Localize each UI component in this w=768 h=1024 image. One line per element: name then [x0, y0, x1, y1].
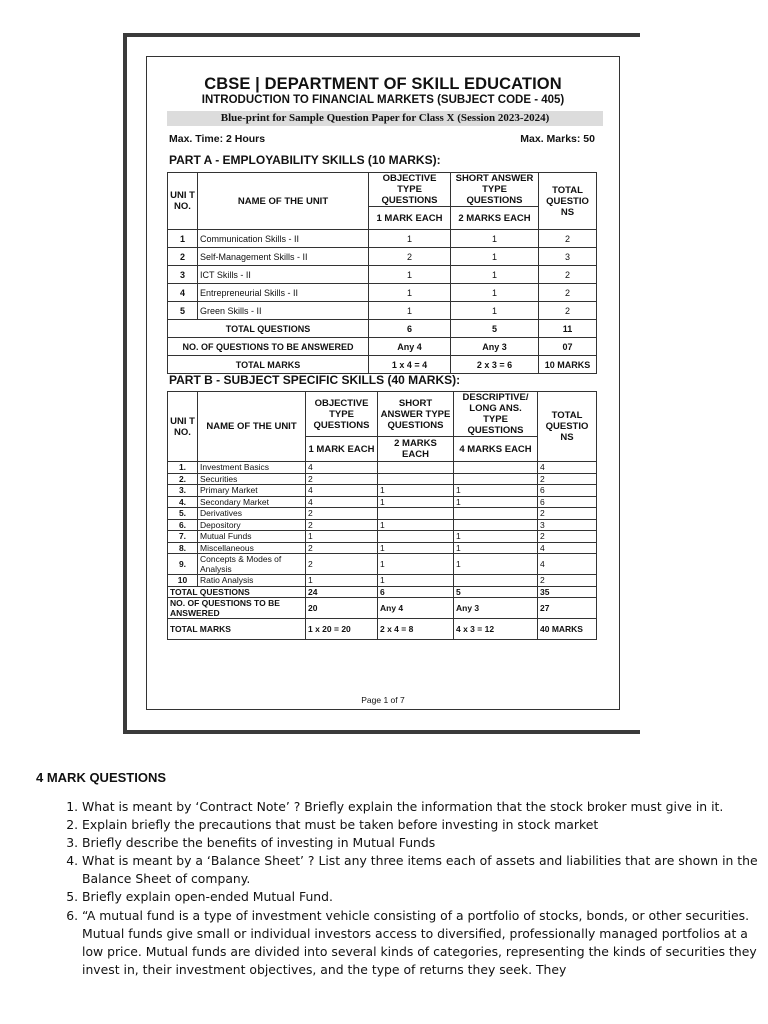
unit-no: 4: [168, 284, 198, 302]
col-short-marks: 2 MARKS EACH: [378, 437, 454, 462]
unit-name: Concepts & Modes of Analysis: [198, 554, 306, 575]
question-item: 3. Briefly describe the benefits of investing in Mutual Funds: [82, 834, 768, 852]
document-title: CBSE | DEPARTMENT OF SKILL EDUCATION: [204, 75, 562, 93]
table-row: [168, 485, 597, 497]
long-answer-count: [454, 462, 538, 474]
objective-count: 2: [306, 519, 378, 531]
summary-label: TOTAL QUESTIONS: [168, 586, 306, 598]
objective-count: 1: [306, 531, 378, 543]
long-answer-count: 1: [454, 542, 538, 554]
table-row: [168, 508, 597, 520]
long-answer-count: [454, 519, 538, 531]
col-short-marks: 2 MARKS EACH: [451, 207, 539, 230]
objective-count: 2: [306, 473, 378, 485]
objective-count: 1: [369, 230, 451, 248]
question-item: 4. What is meant by a ‘Balance Sheet’ ? List any three items each of assets and liabilities that are shown in the Balance Sheet of company.: [82, 852, 768, 888]
total-count: 4: [538, 554, 597, 575]
part-a-table: [167, 172, 597, 374]
short-answer-count: 1: [378, 519, 454, 531]
summary-total: 07: [539, 338, 597, 356]
long-answer-count: 1: [454, 554, 538, 575]
short-answer-count: [378, 462, 454, 474]
col-short-answer: SHORT ANSWER TYPE QUESTIONS: [378, 392, 454, 437]
questions-list: [48, 798, 768, 979]
summary-long: Any 3: [454, 598, 538, 619]
objective-count: 2: [306, 542, 378, 554]
summary-total: 10 MARKS: [539, 356, 597, 374]
col-total-questions: TOTAL QUESTIO NS: [539, 173, 597, 230]
unit-name: Communication Skills - II: [198, 230, 369, 248]
total-count: 4: [538, 462, 597, 474]
summary-label: TOTAL MARKS: [168, 356, 369, 374]
col-objective-marks: 1 MARK EACH: [369, 207, 451, 230]
long-answer-count: [454, 575, 538, 587]
objective-count: 4: [306, 496, 378, 508]
unit-no: 2: [168, 248, 198, 266]
unit-no: 1: [168, 230, 198, 248]
col-short-answer: SHORT ANSWER TYPE QUESTIONS: [451, 173, 539, 207]
col-unit-no: UNI T NO.: [168, 173, 198, 230]
objective-count: 1: [306, 575, 378, 587]
summary-objective: 24: [306, 586, 378, 598]
unit-name: ICT Skills - II: [198, 266, 369, 284]
short-answer-count: [378, 508, 454, 520]
objective-count: 1: [369, 284, 451, 302]
long-answer-count: [454, 508, 538, 520]
blueprint-title: Blue-print for Sample Question Paper for Class X (Session 2023-2024): [167, 111, 603, 126]
question-item: 2. Explain briefly the precautions that must be taken before investing in stock market: [82, 816, 768, 834]
total-count: 2: [539, 302, 597, 320]
unit-name: Securities: [198, 473, 306, 485]
part-b-table: [167, 391, 597, 640]
summary-objective: 20: [306, 598, 378, 619]
long-answer-count: 1: [454, 485, 538, 497]
total-count: 6: [538, 485, 597, 497]
embedded-document-page: [146, 56, 620, 710]
summary-short: 5: [451, 320, 539, 338]
table-row: [168, 248, 597, 266]
col-unit-no: UNI T NO.: [168, 392, 198, 462]
short-answer-count: 1: [378, 554, 454, 575]
summary-row: [168, 586, 597, 598]
unit-name: Secondary Market: [198, 496, 306, 508]
summary-short: 2 x 3 = 6: [451, 356, 539, 374]
summary-objective: 1 x 20 = 20: [306, 619, 378, 640]
short-answer-count: 1: [378, 575, 454, 587]
short-answer-count: 1: [378, 542, 454, 554]
unit-name: Mutual Funds: [198, 531, 306, 543]
summary-row: [168, 356, 597, 374]
unit-name: Miscellaneous: [198, 542, 306, 554]
table-row: [168, 519, 597, 531]
col-objective-marks: 1 MARK EACH: [306, 437, 378, 462]
summary-label: NO. OF QUESTIONS TO BE ANSWERED: [168, 598, 306, 619]
unit-name: Depository: [198, 519, 306, 531]
unit-no: 9.: [168, 554, 198, 575]
table-row: [168, 542, 597, 554]
short-answer-count: 1: [378, 485, 454, 497]
unit-no: 6.: [168, 519, 198, 531]
unit-no: 5.: [168, 508, 198, 520]
objective-count: 4: [306, 485, 378, 497]
max-marks: Max. Marks: 50: [520, 133, 595, 145]
unit-name: Self-Management Skills - II: [198, 248, 369, 266]
question-item: 1. What is meant by ‘Contract Note’ ? Briefly explain the information that the stock broker must give in it.: [82, 798, 768, 816]
summary-long: 4 x 3 = 12: [454, 619, 538, 640]
summary-row: [168, 338, 597, 356]
unit-no: 5: [168, 302, 198, 320]
short-answer-count: [378, 531, 454, 543]
objective-count: 2: [306, 508, 378, 520]
summary-total: 11: [539, 320, 597, 338]
unit-name: Primary Market: [198, 485, 306, 497]
col-long-marks: 4 MARKS EACH: [454, 437, 538, 462]
unit-no: 3: [168, 266, 198, 284]
summary-row: [168, 320, 597, 338]
unit-name: Ratio Analysis: [198, 575, 306, 587]
long-answer-count: [454, 473, 538, 485]
unit-no: 10: [168, 575, 198, 587]
unit-name: Green Skills - II: [198, 302, 369, 320]
table-row: [168, 531, 597, 543]
long-answer-count: 1: [454, 531, 538, 543]
unit-no: 7.: [168, 531, 198, 543]
page-number: Page 1 of 7: [361, 695, 405, 705]
summary-short: Any 4: [378, 598, 454, 619]
total-count: 4: [538, 542, 597, 554]
col-objective: OBJECTIVE TYPE QUESTIONS: [306, 392, 378, 437]
total-count: 2: [538, 473, 597, 485]
table-row: [168, 284, 597, 302]
summary-objective: 1 x 4 = 4: [369, 356, 451, 374]
document-subtitle: INTRODUCTION TO FINANCIAL MARKETS (SUBJECT CODE - 405): [201, 94, 565, 106]
long-answer-count: 1: [454, 496, 538, 508]
col-total-questions: TOTAL QUESTIO NS: [538, 392, 597, 462]
short-answer-count: 1: [451, 302, 539, 320]
total-count: 2: [539, 266, 597, 284]
objective-count: 4: [306, 462, 378, 474]
unit-no: 3.: [168, 485, 198, 497]
short-answer-count: 1: [451, 248, 539, 266]
unit-no: 8.: [168, 542, 198, 554]
table-row: [168, 575, 597, 587]
total-count: 3: [538, 519, 597, 531]
objective-count: 1: [369, 266, 451, 284]
total-count: 2: [538, 531, 597, 543]
unit-name: Investment Basics: [198, 462, 306, 474]
summary-objective: 6: [369, 320, 451, 338]
short-answer-count: 1: [451, 230, 539, 248]
questions-heading: 4 MARK QUESTIONS: [36, 770, 167, 785]
objective-count: 2: [369, 248, 451, 266]
unit-name: Entrepreneurial Skills - II: [198, 284, 369, 302]
summary-label: TOTAL QUESTIONS: [168, 320, 369, 338]
total-count: 6: [538, 496, 597, 508]
question-item: 5. Briefly explain open-ended Mutual Fund.: [82, 888, 768, 906]
summary-short: 6: [378, 586, 454, 598]
summary-label: NO. OF QUESTIONS TO BE ANSWERED: [168, 338, 369, 356]
max-time: Max. Time: 2 Hours: [169, 133, 266, 145]
summary-total: 40 MARKS: [538, 619, 597, 640]
total-count: 3: [539, 248, 597, 266]
table-row: [168, 230, 597, 248]
summary-total: 35: [538, 586, 597, 598]
part-b-heading: PART B - SUBJECT SPECIFIC SKILLS (40 MARKS):: [169, 373, 461, 387]
total-count: 2: [538, 508, 597, 520]
short-answer-count: [378, 473, 454, 485]
summary-row: [168, 619, 597, 640]
table-row: [168, 302, 597, 320]
objective-count: 1: [369, 302, 451, 320]
question-item: 6. “A mutual fund is a type of investment vehicle consisting of a portfolio of stocks, bonds, or other securities. Mutual funds give small or individual investors access to diversified, professionally managed portfolios at a low price. Mutual funds are divided into several kinds of categories, representing the kinds of securities they invest in, their investment objectives, and the type of returns they seek. They: [82, 907, 768, 979]
table-row: [168, 496, 597, 508]
summary-short: Any 3: [451, 338, 539, 356]
objective-count: 2: [306, 554, 378, 575]
col-unit-name: NAME OF THE UNIT: [198, 392, 306, 462]
table-row: [168, 266, 597, 284]
short-answer-count: 1: [378, 496, 454, 508]
total-count: 2: [539, 230, 597, 248]
unit-no: 4.: [168, 496, 198, 508]
summary-long: 5: [454, 586, 538, 598]
col-long-answer: DESCRIPTIVE/ LONG ANS. TYPE QUESTIONS: [454, 392, 538, 437]
table-row: [168, 554, 597, 575]
summary-total: 27: [538, 598, 597, 619]
summary-label: TOTAL MARKS: [168, 619, 306, 640]
total-count: 2: [539, 284, 597, 302]
col-unit-name: NAME OF THE UNIT: [198, 173, 369, 230]
col-objective: OBJECTIVE TYPE QUESTIONS: [369, 173, 451, 207]
summary-short: 2 x 4 = 8: [378, 619, 454, 640]
unit-no: 1.: [168, 462, 198, 474]
summary-objective: Any 4: [369, 338, 451, 356]
table-row: [168, 462, 597, 474]
summary-row: [168, 598, 597, 619]
unit-no: 2.: [168, 473, 198, 485]
part-a-heading: PART A - EMPLOYABILITY SKILLS (10 MARKS):: [169, 153, 441, 167]
unit-name: Derivatives: [198, 508, 306, 520]
table-row: [168, 473, 597, 485]
short-answer-count: 1: [451, 266, 539, 284]
short-answer-count: 1: [451, 284, 539, 302]
total-count: 2: [538, 575, 597, 587]
